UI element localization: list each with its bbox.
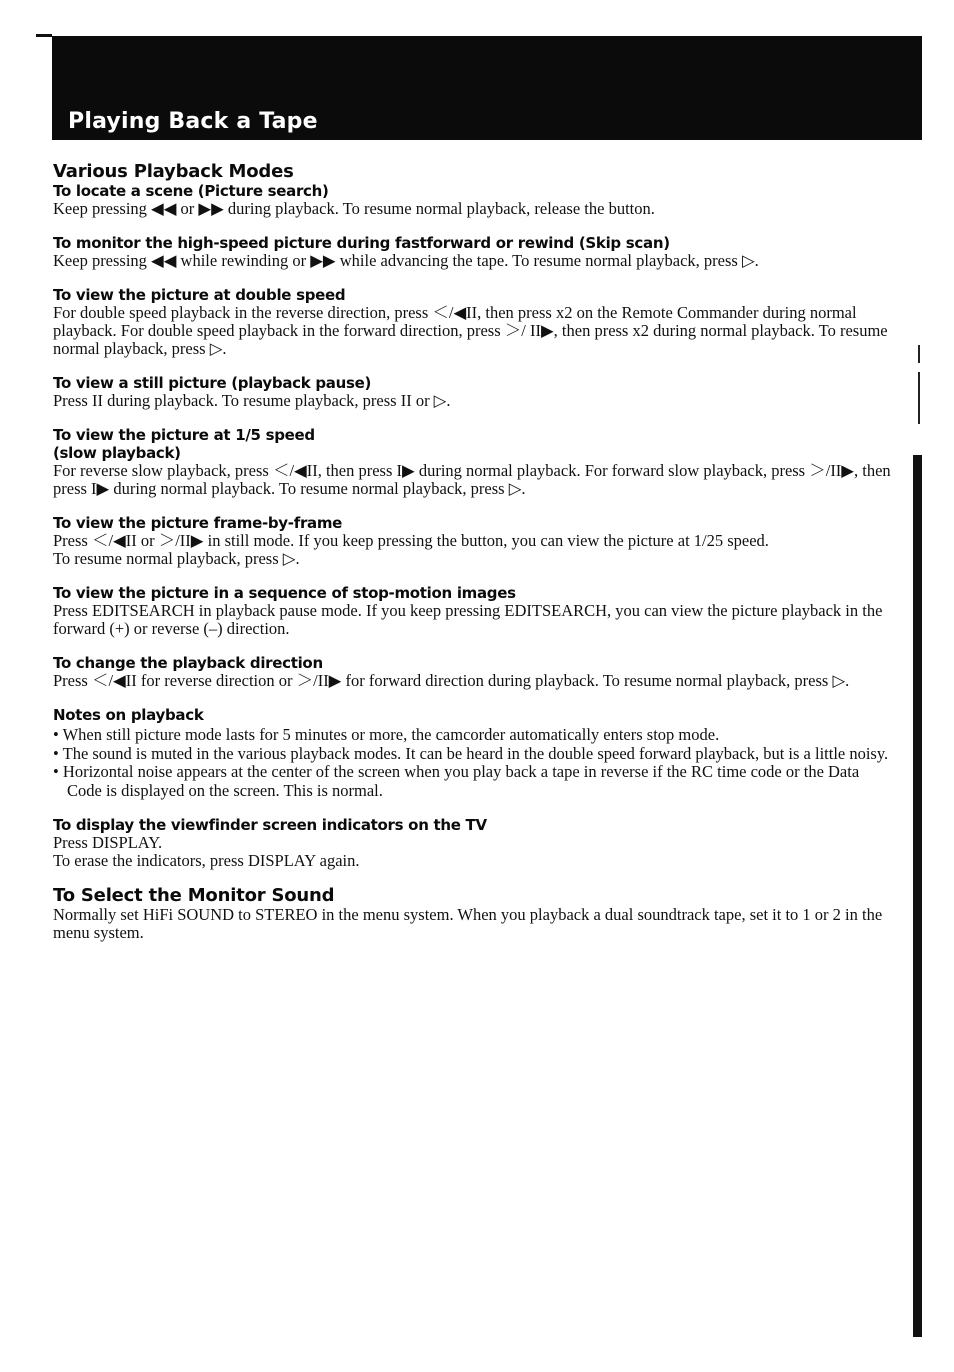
viewfinder-title: To display the viewfinder screen indicators on the TV (53, 816, 487, 834)
skip-scan-text: Keep pressing ◀◀ while rewinding or ▶▶ while advancing the tape. To resume normal playback, press ▷. (53, 251, 759, 270)
still-picture-title: To view a still picture (playback pause) (53, 374, 372, 392)
frame-by-frame-block (53, 514, 895, 568)
frame-by-frame-title: To view the picture frame-by-frame (53, 514, 343, 532)
notes-title: Notes on playback (53, 706, 204, 724)
frame-by-frame-text2: To resume normal playback, press ▷. (53, 549, 300, 568)
slow-playback-block (53, 426, 895, 498)
slow-playback-text: For reverse slow playback, press ＜/◀II, then press I▶ during normal playback. For forward slow playback, press ＞/II▶, then press I▶ during normal playback. To resume normal playback, press ▷. (53, 461, 891, 498)
still-picture-block (53, 374, 895, 410)
note-item: • The sound is muted in the various playback modes. It can be heard in the double speed forward playback, but is a little noisy. (53, 745, 895, 764)
page-content (53, 162, 895, 942)
page-title: Playing Back a Tape (68, 109, 318, 134)
stop-motion-block (53, 584, 895, 638)
frame-by-frame-text: Press ＜/◀II or ＞/II▶ in still mode. If you keep pressing the button, you can view the picture at 1/25 speed. (53, 531, 769, 550)
edge-mark (918, 372, 920, 424)
section-heading-various-playback-modes: Various Playback Modes (53, 161, 294, 182)
picture-search-title: To locate a scene (Picture search) (53, 182, 329, 200)
playback-direction-title: To change the playback direction (53, 654, 323, 672)
notes-list (53, 726, 895, 800)
skip-scan-block (53, 234, 895, 270)
top-rule (36, 34, 52, 37)
note-item: • When still picture mode lasts for 5 minutes or more, the camcorder automatically enters stop mode. (53, 726, 895, 745)
picture-search-text: Keep pressing ◀◀ or ▶▶ during playback. To resume normal playback, release the button. (53, 199, 655, 218)
playback-direction-block (53, 654, 895, 690)
viewfinder-line1: Press DISPLAY. (53, 833, 163, 852)
stop-motion-text: Press EDITSEARCH in playback pause mode. If you keep pressing EDITSEARCH, you can view the picture playback in the forward (+) or reverse (–) direction. (53, 601, 883, 638)
skip-scan-title: To monitor the high-speed picture during fastforward or rewind (Skip scan) (53, 234, 670, 252)
double-speed-text: For double speed playback in the reverse direction, press ＜/◀II, then press x2 on the Remote Commander during normal playback. For double speed playback in the forward direction, press ＞/ II▶, then press x2 during normal playback. To resume normal playback, press ▷. (53, 303, 888, 358)
section-heading-monitor-sound: To Select the Monitor Sound (53, 885, 335, 906)
double-speed-title: To view the picture at double speed (53, 286, 346, 304)
stop-motion-title: To view the picture in a sequence of stop-motion images (53, 584, 516, 602)
edge-mark (918, 345, 920, 363)
viewfinder-block (53, 816, 895, 870)
note-item: • Horizontal noise appears at the center of the screen when you play back a tape in reverse if the RC time code or the Data Code is displayed on the screen. This is normal. (53, 763, 895, 800)
header-band (52, 36, 922, 140)
picture-search-block (53, 182, 895, 218)
slow-playback-title-line2: (slow playback) (53, 444, 181, 462)
page-edge-bar (913, 455, 922, 1337)
playback-direction-text: Press ＜/◀II for reverse direction or ＞/II▶ for forward direction during playback. To resume normal playback, press ▷. (53, 671, 850, 690)
monitor-sound-text: Normally set HiFi SOUND to STEREO in the menu system. When you playback a dual soundtrack tape, set it to 1 or 2 in the menu system. (53, 905, 883, 942)
notes-block (53, 706, 895, 800)
slow-playback-title-line1: To view the picture at 1/5 speed (53, 426, 315, 444)
still-picture-text: Press II during playback. To resume playback, press II or ▷. (53, 391, 451, 410)
viewfinder-line2: To erase the indicators, press DISPLAY again. (53, 851, 360, 870)
double-speed-block (53, 286, 895, 358)
